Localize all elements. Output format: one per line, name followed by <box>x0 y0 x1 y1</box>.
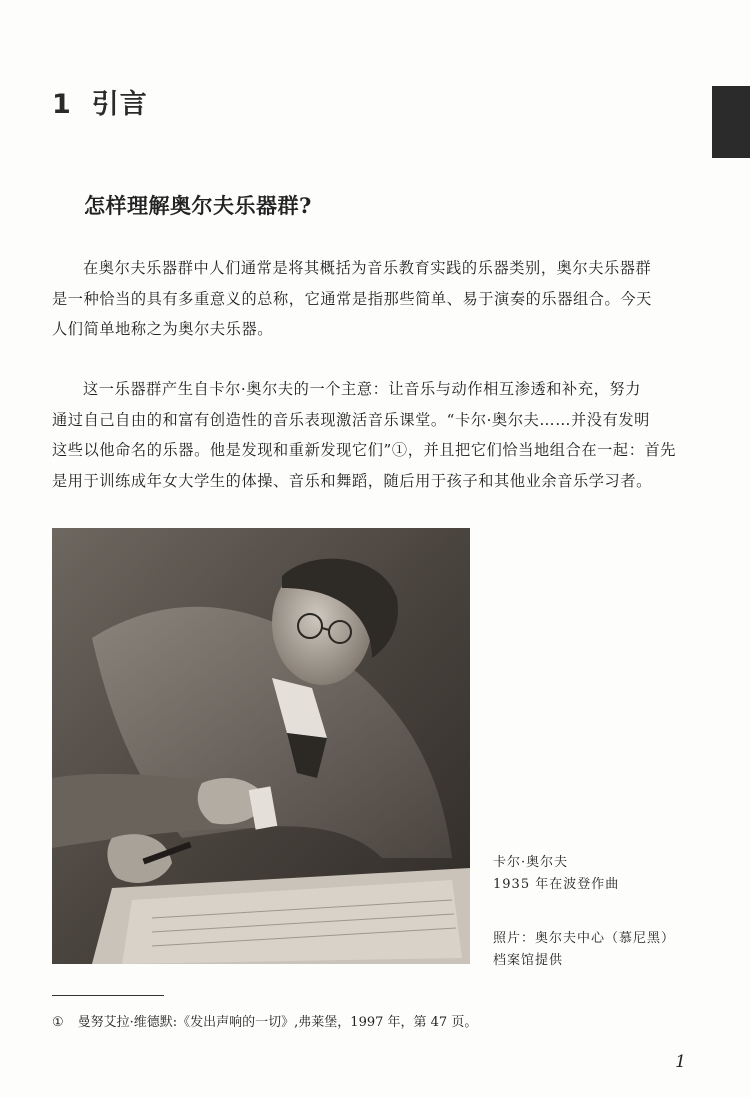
page-number: 1 <box>675 1052 686 1072</box>
caption-subject: 卡尔·奥尔夫 <box>493 855 569 870</box>
paragraph-line: 通过自己自由的和富有创造性的音乐表现激活音乐课堂。“卡尔·奥尔夫……并没有发明 <box>52 410 650 429</box>
paragraph-line: 是一种恰当的具有多重意义的总称，它通常是指那些简单、易于演奏的乐器组合。今天 <box>52 289 652 308</box>
credit-line-1: 照片：奥尔夫中心（慕尼黑） <box>493 931 676 946</box>
paragraph-2 <box>52 374 692 496</box>
paragraph-line: 人们简单地称之为奥尔夫乐器。 <box>52 320 274 338</box>
photo-illustration <box>52 528 470 964</box>
paragraph-line: 是用于训练成年女大学生的体操、音乐和舞蹈，随后用于孩子和其他业余音乐学习者。 <box>52 471 652 490</box>
chapter-name: 引言 <box>91 89 148 120</box>
footnote-divider <box>52 995 164 996</box>
paragraph-1 <box>52 253 692 345</box>
footnote-text: 曼努艾拉·维德默:《发出声响的一切》,弗莱堡，1997 年，第 47 页。 <box>77 1015 478 1030</box>
section-heading: 怎样理解奥尔夫乐器群? <box>84 193 312 218</box>
paragraph-line: 这些以他命名的乐器。他是发现和重新发现它们”①，并且把它们恰当地组合在一起：首先 <box>52 441 677 459</box>
paragraph-line: 这一乐器群产生自卡尔·奥尔夫的一个主意：让音乐与动作相互渗透和补充，努力 <box>83 380 641 398</box>
paragraph-line: 在奥尔夫乐器群中人们通常是将其概括为音乐教育实践的乐器类别，奥尔夫乐器群 <box>83 259 652 277</box>
chapter-title <box>52 82 148 121</box>
portrait-photo <box>52 528 470 964</box>
chapter-number: 1 <box>52 89 72 120</box>
footnote <box>52 1011 477 1030</box>
caption-detail: 1935 年在波登作曲 <box>493 877 620 892</box>
credit-line-2: 档案馆提供 <box>493 953 564 968</box>
chapter-thumb-tab <box>712 86 750 158</box>
photo-credit <box>493 928 675 972</box>
photo-caption <box>493 852 619 896</box>
footnote-marker: ① <box>52 1015 64 1030</box>
